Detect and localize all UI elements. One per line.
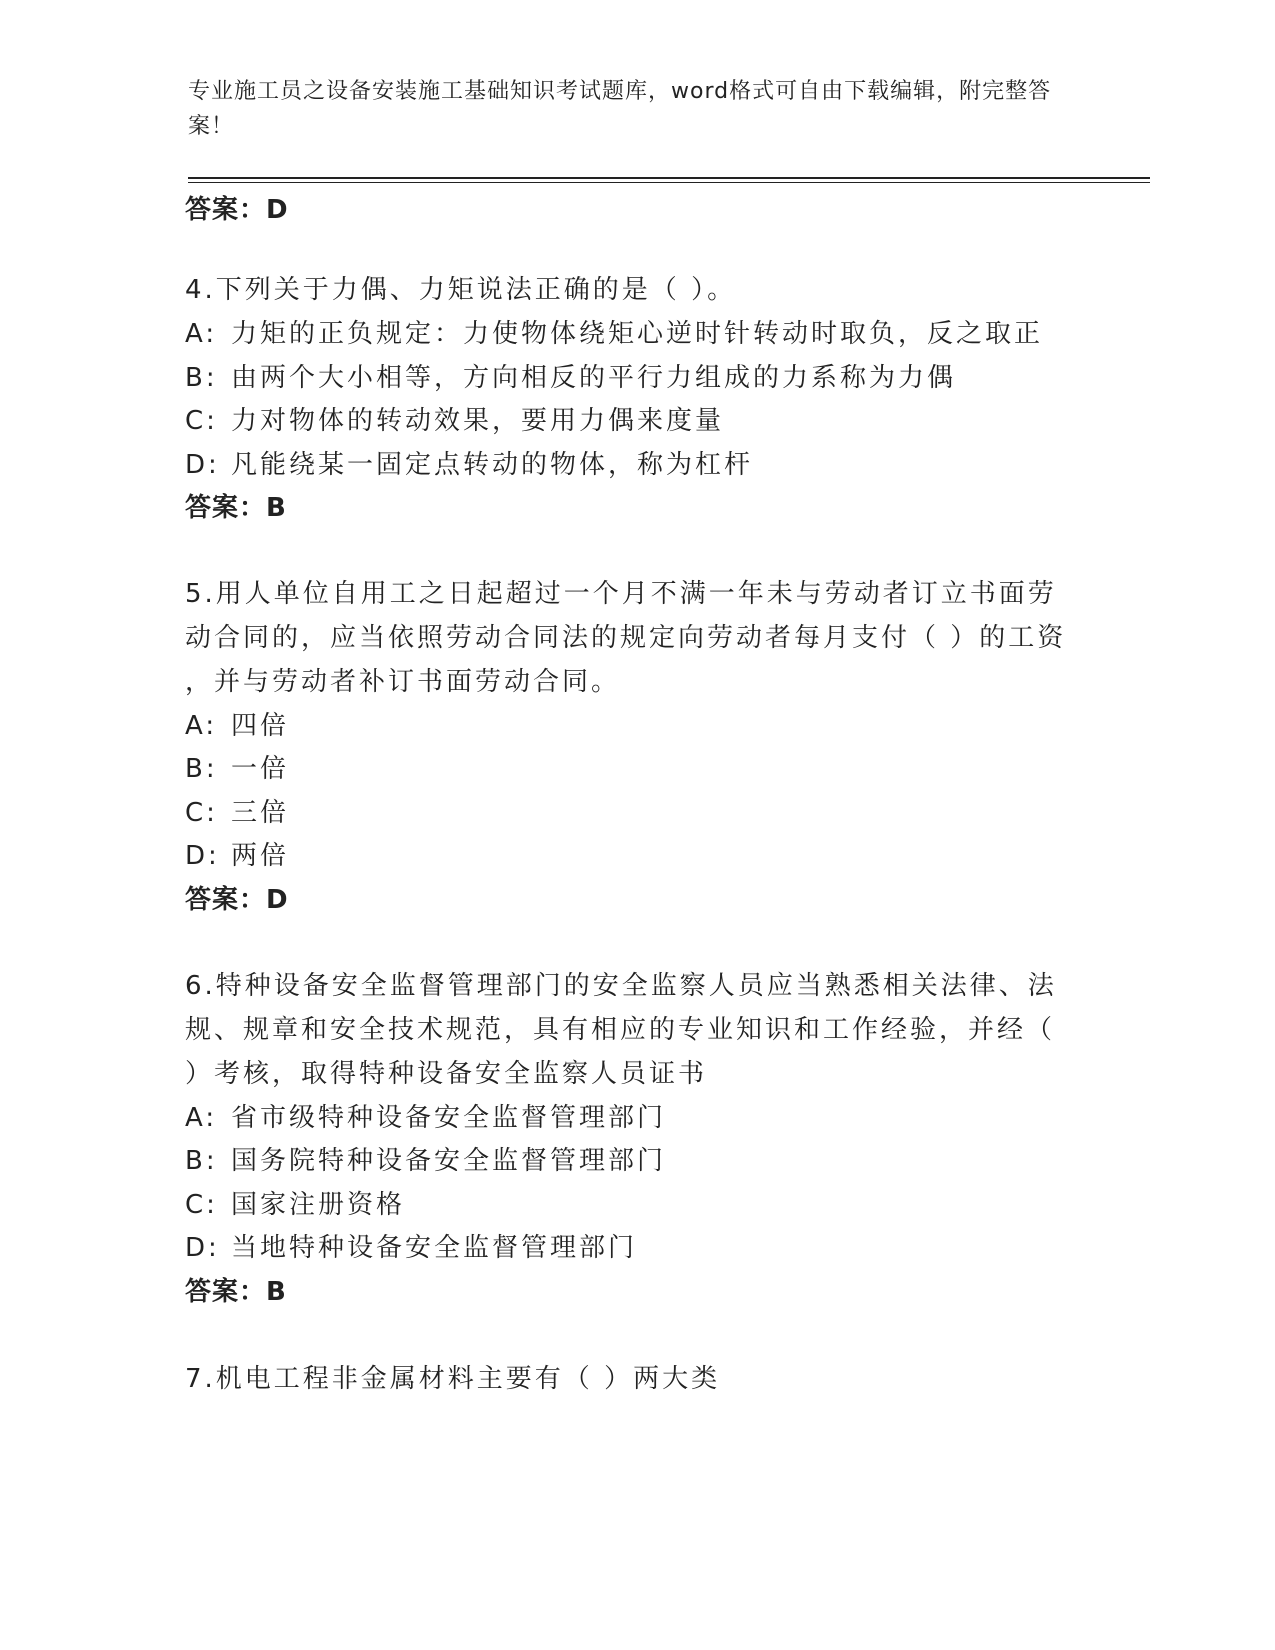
question-4-answer: 答案：B (185, 493, 287, 523)
header-rule-thin (188, 182, 1150, 183)
option-letter: D: (185, 450, 220, 480)
question-6-stem-line-1: 6.特种设备安全监督管理部门的安全监察人员应当熟悉相关法律、法 (185, 971, 1057, 1001)
question-4-option-b (185, 362, 956, 394)
answer-previous: 答案：D (185, 195, 289, 225)
option-letter: A: (185, 1103, 218, 1133)
question-6-option-d (185, 1232, 637, 1264)
question-5-option-c (185, 797, 289, 829)
question-4-option-a (185, 318, 1043, 350)
header-rule-thick (188, 177, 1150, 179)
question-6-option-a (185, 1102, 666, 1134)
question-4-option-c (185, 405, 724, 437)
option-letter: B: (185, 1146, 218, 1176)
option-letter: D: (185, 841, 220, 871)
question-4-stem: 4.下列关于力偶、力矩说法正确的是（ ）。 (185, 275, 737, 305)
question-6-option-b (185, 1145, 666, 1177)
option-letter: A: (185, 711, 218, 741)
option-text: 国家注册资格 (231, 1190, 406, 1220)
option-text: 当地特种设备安全监督管理部门 (231, 1233, 638, 1263)
question-5-option-b (185, 753, 289, 785)
option-letter: C: (185, 406, 218, 436)
question-6-option-c (185, 1189, 405, 1221)
question-5-answer: 答案：D (185, 885, 289, 915)
question-5-stem-line-1: 5.用人单位自用工之日起超过一个月不满一年未与劳动者订立书面劳 (185, 579, 1057, 609)
question-6-stem-line-3: ）考核，取得特种设备安全监察人员证书 (185, 1059, 708, 1089)
document-header: 专业施工员之设备安装施工基础知识考试题库，word格式可自由下载编辑，附完整答案！ (188, 79, 1052, 139)
option-text: 凡能绕某一固定点转动的物体，称为杠杆 (231, 450, 754, 480)
question-6-stem-line-2: 规、规章和安全技术规范，具有相应的专业知识和工作经验，并经（ (185, 1015, 1056, 1045)
question-5-stem-line-2: 动合同的，应当依照劳动合同法的规定向劳动者每月支付（ ）的工资 (185, 623, 1067, 653)
option-text: 三倍 (231, 798, 290, 828)
option-text: 力矩的正负规定：力使物体绕矩心逆时针转动时取负，反之取正 (231, 319, 1044, 349)
question-5-option-a (185, 710, 289, 742)
option-letter: D: (185, 1233, 220, 1263)
question-6-answer: 答案：B (185, 1277, 287, 1307)
option-letter: B: (185, 363, 218, 393)
option-letter: B: (185, 754, 218, 784)
question-5-stem-line-3: ，并与劳动者补订书面劳动合同。 (185, 667, 621, 697)
option-text: 一倍 (231, 754, 290, 784)
option-letter: C: (185, 798, 218, 828)
option-text: 力对物体的转动效果，要用力偶来度量 (231, 406, 725, 436)
option-letter: A: (185, 319, 218, 349)
option-letter: C: (185, 1190, 218, 1220)
question-7-stem: 7.机电工程非金属材料主要有（ ）两大类 (185, 1364, 721, 1394)
option-text: 国务院特种设备安全监督管理部门 (231, 1146, 667, 1176)
option-text: 省市级特种设备安全监督管理部门 (231, 1103, 667, 1133)
option-text: 四倍 (231, 711, 290, 741)
question-4-option-d (185, 449, 753, 481)
option-text: 两倍 (231, 841, 290, 871)
question-5-option-d (185, 840, 289, 872)
option-text: 由两个大小相等，方向相反的平行力组成的力系称为力偶 (231, 363, 957, 393)
